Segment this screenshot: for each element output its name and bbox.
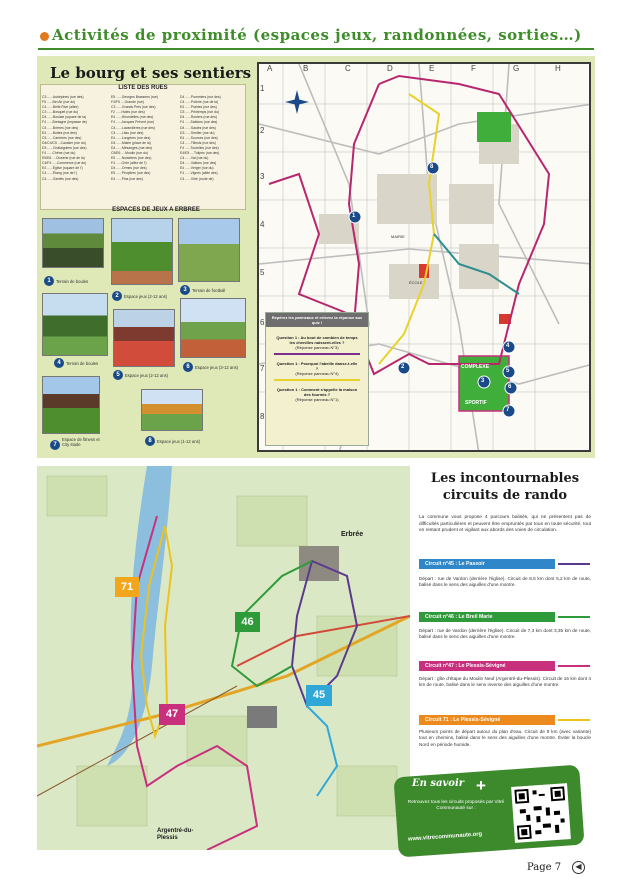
street-entry: F4 ......Chêne (rue du) (42, 151, 76, 156)
street-entry: C4 ......Val (rue du) (180, 156, 209, 161)
playgrounds-title: ESPACES DE JEUX A ERBREE (112, 207, 200, 213)
photo-number-6: 6 (183, 362, 193, 372)
qr-code-graphic (514, 786, 567, 839)
street-entry: E4 ......Sources (rue des) (180, 135, 218, 140)
street-entry: E4 ......Longères (rue des) (111, 135, 151, 140)
map-marker-6[interactable]: 6 (508, 384, 512, 390)
circuit-46-desc: Départ : rue de Vardon (derrière l'église). Circuit de 7,3 km dont 3,35 km de route, balisé dans le sens des aiguilles d'une montre. (419, 628, 591, 640)
street-entry: F4 ......Bretagne (impasse de) (42, 120, 87, 125)
street-entry: D4 ......Boulaie (square de la) (42, 115, 87, 120)
place-argentre: Argentré-du-Plessis (157, 828, 194, 841)
grid-col-c: C (345, 64, 351, 73)
quiz-question-2: Question 1 : Pourquoi l'abeille danse-t-elle ? (276, 361, 358, 371)
street-entry: D4 ......Mairie (place de la) (111, 140, 151, 145)
circuit-badge-47[interactable]: 47 (159, 704, 185, 725)
qr-code-icon[interactable] (511, 783, 571, 843)
grid-col-a: A (267, 64, 273, 73)
street-entry: D4 ......Mésanges (rue des) (111, 145, 153, 150)
grid-row-3: 3 (260, 172, 265, 181)
bourg-title: Le bourg et ses sentiers (50, 64, 252, 82)
street-entry: E5 ......Noisetiers (rue des) (111, 156, 152, 161)
street-entry: E5 ......Georges Brassens (rue) (111, 95, 158, 99)
more-info-url[interactable]: www.vitrecommunaute.org (407, 831, 483, 843)
quiz-divider-1 (274, 353, 360, 355)
map-marker-8[interactable]: 8 (430, 164, 434, 170)
circuit-45-desc: Départ : rue de Vardon (derrière l'église). Circuit de 8,5 km dont 5,2 km de route, balisé dans le sens des aiguilles d'une montre. (419, 576, 591, 588)
header-bullet-icon (40, 32, 49, 41)
street-entry: F4 ......Sablons (rue des) (180, 120, 218, 125)
street-entry: C3 ......Grands Prés (rue des) (111, 105, 156, 110)
streets-column-1 (42, 95, 110, 182)
grid-col-g: G (513, 64, 520, 73)
circuit-badge-46[interactable]: 46 (235, 612, 260, 632)
street-entry: F4/F5 ....Grande (rue) (111, 100, 144, 105)
street-entry: C3 ......Aubépines (rue des) (42, 95, 84, 99)
quiz-answer-1: (Réponse panneau N°3) (295, 345, 339, 350)
street-entry: E4 ......Buttes (rue des) (42, 130, 77, 135)
photo-caption-5: Espace jeux (2-12 ans) (125, 373, 169, 378)
street-entry: D4 ......Vallons (rue des) (180, 161, 217, 166)
street-entry: C5 ......Printemps (rue du) (180, 110, 220, 115)
circuit-45-label: Circuit n°45 : Le Passoir (419, 559, 555, 569)
street-entry: C5/E6 ....Moulin (rue du) (111, 151, 148, 156)
street-entry: C4 ......Belle Rive (allée) (42, 105, 79, 110)
page-heading: Activités de proximité (espaces jeux, randonnées, sorties…) (52, 26, 582, 44)
photo-boules-1 (42, 218, 104, 268)
street-entry: E4 ......Prairies (rue des) (180, 105, 217, 110)
photo-caption-2: Espace jeux (2-12 ans) (124, 294, 168, 299)
street-entry: C4 ......Vitré (route de) (180, 176, 214, 181)
street-entry: F2 ......Haies (rue des) (111, 110, 145, 115)
grid-col-f: F (471, 64, 476, 73)
photo-number-2: 2 (112, 291, 122, 301)
previous-page-icon[interactable]: ◀ (572, 861, 585, 874)
streets-column-2 (111, 95, 179, 182)
street-entry: E4 ......Église (square de l') (42, 166, 83, 171)
quiz-answer-2: (Réponse panneau N°4) (295, 371, 339, 376)
street-entry: E4 ......Hirondelles (rue des) (111, 115, 154, 120)
circuit-badge-45[interactable]: 45 (306, 685, 332, 706)
street-entry: E5 ......Peupliers (rue des) (111, 171, 151, 176)
street-entry: F4 ......Vignes (allée des) (180, 171, 218, 176)
photo-caption-1: Terrain de boules (56, 279, 89, 284)
photo-fitness-7 (42, 376, 100, 434)
quiz-box (265, 312, 369, 446)
circuit-badge-71[interactable]: 71 (115, 577, 139, 597)
circuit-47-line (558, 665, 590, 667)
photo-number-5: 5 (113, 370, 123, 380)
photo-caption-6: Espace jeux (3-12 ans) (195, 365, 239, 370)
map-label-complexe: COMPLEXE (461, 364, 490, 370)
map-marker-7[interactable]: 7 (506, 407, 510, 413)
streets-heading: LISTE DES RUES (118, 85, 168, 91)
grid-row-2: 2 (260, 126, 265, 135)
heading-underline (38, 48, 594, 50)
photo-caption-3: Terrain de football (192, 288, 226, 293)
street-entry: C4 ......Lavandières (rue des) (111, 125, 155, 130)
rando-intro: La commune vous propose 4 parcours balisés, qui ne présentent pas de difficultés particulières et peuvent être empruntés par tous en toute sécurité, tout en restant prudent et vigilant aux abords des voies de circulation. (419, 515, 591, 534)
map-marker-1[interactable]: 1 (352, 213, 356, 219)
street-entry: C3 ......Bosquet (rue du) (42, 110, 79, 115)
street-entry: D4 ......Pommiers (rue des) (180, 95, 221, 99)
streets-column-3 (180, 95, 248, 182)
photo-caption-4: Terrain de boules (66, 361, 99, 366)
circuit-47-desc: Départ : gîte d'étape du Moulin Neuf (Argentré-du-Plessis). Circuit de 16 km dont 4 km de route, balisé dans le sens inverse des aiguilles d'une montre. (419, 676, 591, 688)
street-entry: C4 ......Lilas (rue des) (111, 130, 144, 135)
map-marker-3[interactable]: 3 (481, 378, 485, 384)
grid-row-6: 6 (260, 318, 265, 327)
grid-row-8: 8 (260, 412, 265, 421)
quiz-question-1: Question 1 : Au bout de combien de temps les chenilles naissent-elles ? (276, 335, 358, 345)
photo-caption-7: Espace de fitness et City stade (62, 437, 100, 447)
street-entry: E5/E6 ....Closerie (rue de la) (42, 156, 85, 161)
street-entry: C4 ......Genêts (rue des) (42, 176, 79, 181)
street-entry: C4 ......Poterie (rue de la) (180, 100, 219, 105)
place-erbree: Erbrée (341, 531, 364, 538)
map-label-mairie: MAIRIE (391, 234, 405, 239)
page-number: Page 7 (527, 862, 562, 873)
street-entry: D4 ......Saules (rue des) (180, 125, 216, 130)
map-marker-5[interactable]: 5 (506, 368, 510, 374)
quiz-answer-3: (Réponse panneau N°1) (295, 397, 339, 402)
street-entry: F4 ......Tourelles (rue des) (180, 145, 219, 150)
quiz-intro: Repérez les panneaux et relevez la réponse aux quiz ! (266, 313, 368, 327)
quiz-divider-2 (274, 379, 360, 381)
circuit-45-line (558, 563, 590, 565)
street-entry: D4 ......Rosiers (rue des) (180, 115, 217, 120)
street-entry: F5 ......Bel Air (rue du) (42, 100, 76, 105)
photo-football-3 (178, 218, 240, 282)
hiking-map-drawing (37, 466, 410, 850)
circuit-47-label: Circuit n°47 : Le Plessis-Sévigné (419, 661, 555, 671)
more-info-title: En savoir (412, 778, 465, 789)
street-entry: D4 ......Ormes (rue des) (111, 166, 147, 171)
grid-col-h: H (555, 64, 561, 73)
hiking-map[interactable] (37, 466, 410, 850)
street-entry: E4/E5 ....Tulipes (rue des) (180, 151, 220, 156)
map-marker-4[interactable]: 4 (506, 343, 510, 349)
grid-row-4: 4 (260, 220, 265, 229)
grid-row-7: 7 (260, 364, 265, 373)
street-entry: E4 ......Pins (rue des) (111, 176, 143, 181)
photo-boules-4 (42, 293, 108, 356)
photo-number-8: 8 (145, 436, 155, 446)
photo-number-3: 3 (180, 285, 190, 295)
grid-col-d: D (387, 64, 393, 73)
street-entry: C4 ......Brières (rue des) (42, 125, 79, 130)
map-label-sportif: SPORTIF (465, 400, 487, 406)
more-info-text: Retrouvez tous les circuits proposés par Vitré Communauté sur : (407, 800, 505, 812)
grid-col-b: B (303, 64, 309, 73)
grid-row-1: 1 (260, 84, 265, 93)
street-entry: C4/F4 .....Commerce (rue du) (42, 161, 87, 166)
quiz-question-3: Question 1 : Comment s'appelle la maison des fourmis ? (276, 387, 358, 397)
circuit-46-line (558, 616, 590, 618)
street-entry: D3 ......Châtaigniers (rue des) (42, 145, 87, 150)
photo-playground-8 (141, 389, 203, 431)
circuit-71-desc: Plusieurs points de départ autour du plan d'eau. Circuit de 9 km (avec variante) tout en chemins, balisé dans le sens des aiguilles d'une montre. Éviter la boucle Nord en période humide. (419, 729, 591, 747)
street-entry: D4/C4/C5 ...Cavalier (rue du) (42, 140, 86, 145)
street-entry: F4 ......Orée (allée de l') (111, 161, 147, 166)
photo-number-7: 7 (50, 440, 60, 450)
grid-row-5: 5 (260, 268, 265, 277)
street-entry: C4 ......Tilleuls (rue des) (180, 140, 216, 145)
grid-col-e: E (429, 64, 435, 73)
street-entry: F4 ......Jacques Prévert (rue) (111, 120, 155, 125)
street-entry: C5 ......Carrières (rue des) (42, 135, 82, 140)
photo-playground-6 (180, 298, 246, 358)
circuit-71-label: Circuit 71 : Le Plessis-Sévigné (419, 715, 555, 725)
circuit-71-line (558, 719, 590, 721)
rando-title: Les incontournables circuits de rando (430, 471, 580, 503)
map-marker-2[interactable]: 2 (401, 364, 405, 370)
circuit-46-label: Circuit n°46 : Le Breil Marie (419, 612, 555, 622)
photo-number-4: 4 (54, 358, 64, 368)
plus-icon: + (476, 776, 486, 795)
street-entry: C4 ......Étang (rue de l') (42, 171, 77, 176)
photo-number-1: 1 (44, 276, 54, 286)
street-entry: E4 ......Verger (rue du) (180, 166, 214, 171)
photo-playground-5 (113, 309, 175, 367)
photo-playground-2 (111, 218, 173, 285)
street-entry: D3 ......Sentier (rue du) (180, 130, 215, 135)
map-label-ecole: ÉCOLE (409, 280, 423, 285)
photo-caption-8: Espace jeux (1-12 ans) (157, 439, 201, 444)
